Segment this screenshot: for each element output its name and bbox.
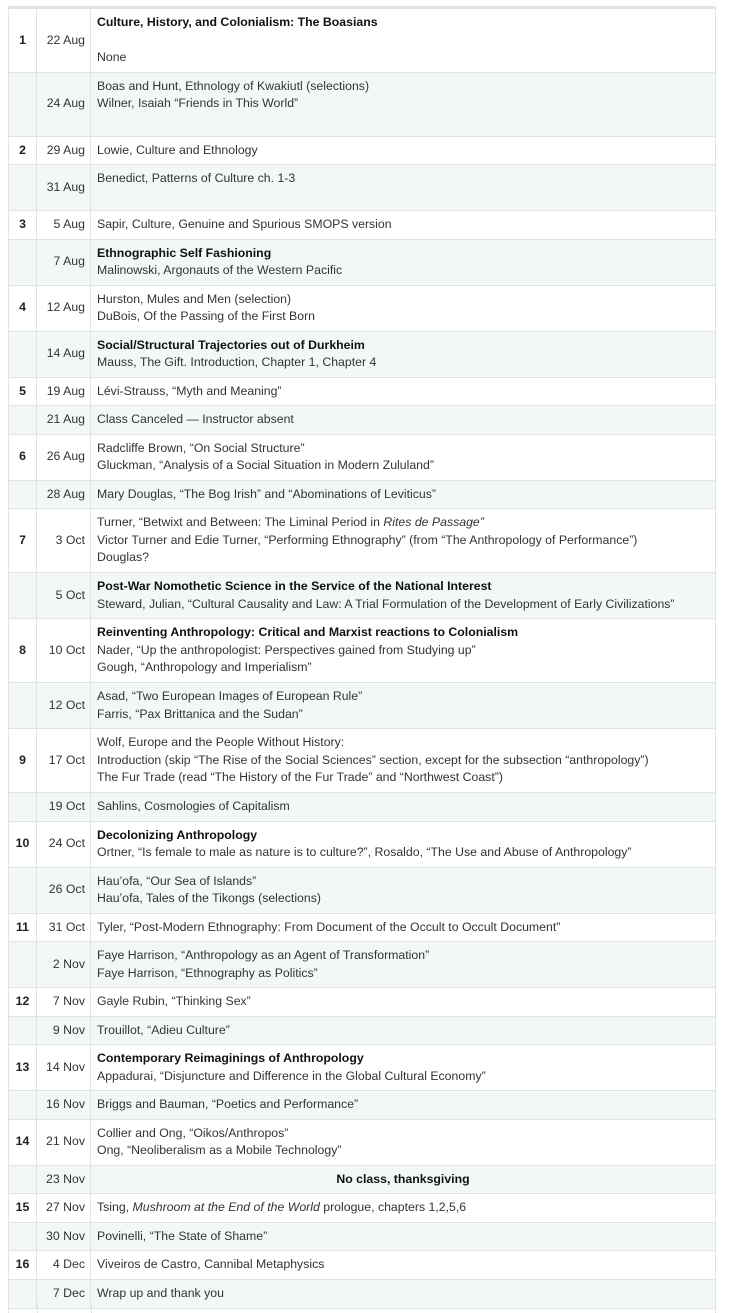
table-row [9, 1165, 716, 1194]
table-row [9, 377, 716, 406]
reading-line: Victor Turner and Edie Turner, “Performing Ethnography” (from “The Anthropology of Performance”) [97, 532, 638, 547]
reading-cell [91, 1091, 716, 1120]
schedule-table [8, 8, 716, 1309]
class-date: 2 Nov [37, 942, 91, 988]
reading-cell [91, 406, 716, 435]
week-number [9, 867, 37, 913]
week-number: 9 [9, 729, 37, 793]
reading-cell [91, 1194, 716, 1223]
reading-cell [91, 72, 716, 136]
reading-cell [91, 331, 716, 377]
reading-cell [91, 165, 716, 211]
table-row [9, 821, 716, 867]
class-date: 12 Oct [37, 683, 91, 729]
table-row [9, 72, 716, 136]
table-row [9, 1091, 716, 1120]
table-row [9, 988, 716, 1017]
reading-cell [91, 1222, 716, 1251]
table-row [9, 1194, 716, 1223]
table-row [9, 9, 716, 73]
reading-line: Malinowski, Argonauts of the Western Pacific [97, 263, 343, 277]
reading-line: Lévi-Strauss, “Myth and Meaning” [97, 383, 282, 398]
week-number: 8 [9, 619, 37, 683]
reading-line: Viveiros de Castro, Cannibal Metaphysics [97, 1257, 325, 1271]
week-number [9, 793, 37, 822]
class-date: 24 Aug [37, 72, 91, 136]
class-date: 26 Aug [37, 434, 91, 480]
reading-cell [91, 509, 716, 573]
class-date: 31 Aug [37, 165, 91, 211]
table-continuation [8, 1303, 716, 1313]
reading-cell [91, 211, 716, 240]
class-date: 22 Aug [37, 9, 91, 73]
week-number: 5 [9, 377, 37, 406]
reading-line: DuBois, Of the Passing of the First Born [97, 309, 316, 323]
week-number: 10 [9, 821, 37, 867]
reading-line: Douglas? [97, 550, 149, 565]
reading-line: Gayle Rubin, “Thinking Sex” [97, 994, 251, 1008]
reading-line: The Fur Trade (read “The History of the Fur Trade” and “Northwest Coast”) [97, 770, 503, 785]
week-number [9, 480, 37, 509]
reading-line: Gough, “Anthropology and Imperialism” [97, 660, 312, 675]
reading-line: Mary Douglas, “The Bog Irish” and “Abominations of Leviticus” [97, 486, 436, 501]
week-number [9, 1222, 37, 1251]
table-row [9, 480, 716, 509]
class-date: 29 Aug [37, 136, 91, 165]
week-number [9, 72, 37, 136]
week-number [9, 573, 37, 619]
table-row [9, 1119, 716, 1165]
reading-line: Turner, “Betwixt and Between: The Liminal Period in Rites de Passage” [97, 515, 484, 530]
week-number: 1 [9, 9, 37, 73]
reading-line: Wrap up and thank you [97, 1285, 224, 1300]
reading-line: Povinelli, “The State of Shame” [97, 1228, 268, 1243]
class-date: 30 Nov [37, 1222, 91, 1251]
week-number: 14 [9, 1119, 37, 1165]
reading-cell [91, 480, 716, 509]
class-date: 19 Oct [37, 793, 91, 822]
class-date: 24 Oct [37, 821, 91, 867]
table-row [9, 1016, 716, 1045]
table-row [9, 1045, 716, 1091]
topic-heading: Contemporary Reimaginings of Anthropology [97, 1051, 364, 1065]
topic-heading: Culture, History, and Colonialism: The Boasians [97, 15, 378, 29]
topic-heading: Post-War Nomothetic Science in the Service of the National Interest [97, 579, 492, 593]
week-number [9, 239, 37, 285]
reading-line: Appadurai, “Disjuncture and Difference in the Global Cultural Economy” [97, 1068, 486, 1083]
reading-cell [91, 377, 716, 406]
reading-line: Hurston, Mules and Men (selection) [97, 291, 292, 306]
reading-line [97, 32, 709, 50]
table-row [9, 942, 716, 988]
week-number: 2 [9, 136, 37, 165]
table-row [9, 136, 716, 165]
table-row [9, 211, 716, 240]
reading-line: Wolf, Europe and the People Without History: [97, 735, 345, 750]
reading-line [97, 113, 709, 131]
class-date: 9 Nov [37, 1016, 91, 1045]
reading-line: Ong, “Neoliberalism as a Mobile Technology” [97, 1143, 342, 1157]
reading-line: Steward, Julian, “Cultural Causality and Law: A Trial Formulation of the Development of Early Civilizations” [97, 596, 675, 611]
class-date: 10 Oct [37, 619, 91, 683]
table-row [9, 793, 716, 822]
reading-line: Collier and Ong, “Oikos/Anthropos” [97, 1125, 289, 1140]
reading-cell [91, 239, 716, 285]
week-number [9, 1091, 37, 1120]
class-date: 12 Aug [37, 285, 91, 331]
week-number: 15 [9, 1194, 37, 1223]
reading-cell [91, 1016, 716, 1045]
class-date: 31 Oct [37, 913, 91, 942]
reading-cell [91, 942, 716, 988]
reading-line: Class Canceled — Instructor absent [97, 412, 294, 426]
table-row [9, 434, 716, 480]
week-number: 16 [9, 1251, 37, 1280]
schedule-body [9, 9, 716, 1309]
class-date: 4 Dec [37, 1251, 91, 1280]
table-row [9, 913, 716, 942]
class-date: 7 Dec [37, 1279, 91, 1308]
topic-heading: Ethnographic Self Fashioning [97, 245, 272, 260]
reading-line: Introduction (skip “The Rise of the Social Sciences” section, except for the subsection “anthropology”) [97, 752, 649, 767]
week-number: 6 [9, 434, 37, 480]
table-row [9, 239, 716, 285]
reading-cell [91, 1045, 716, 1091]
reading-cell [91, 573, 716, 619]
class-date: 21 Aug [37, 406, 91, 435]
reading-cell [91, 1165, 716, 1194]
topic-heading: Reinventing Anthropology: Critical and Marxist reactions to Colonialism [97, 625, 519, 640]
class-date: 7 Nov [37, 988, 91, 1017]
reading-cell [91, 1119, 716, 1165]
table-row [9, 573, 716, 619]
week-number [9, 1016, 37, 1045]
reading-cell [91, 793, 716, 822]
class-date: 17 Oct [37, 729, 91, 793]
table-row [9, 619, 716, 683]
class-date: 26 Oct [37, 867, 91, 913]
reading-line: Ortner, “Is female to male as nature is to culture?”, Rosaldo, “The Use and Abuse of Anthropology” [97, 845, 632, 859]
week-number [9, 331, 37, 377]
reading-line: Nader, “Up the anthropologist: Perspectives gained from Studying up” [97, 642, 476, 657]
reading-line: Radcliffe Brown, “On Social Structure” [97, 440, 305, 455]
reading-cell [91, 729, 716, 793]
week-number [9, 942, 37, 988]
table-row [9, 1251, 716, 1280]
reading-cell [91, 619, 716, 683]
week-number: 11 [9, 913, 37, 942]
topic-heading: Decolonizing Anthropology [97, 827, 258, 842]
week-number [9, 165, 37, 211]
class-date: 3 Oct [37, 509, 91, 573]
reading-cell [91, 821, 716, 867]
week-number: 12 [9, 988, 37, 1017]
class-date: 28 Aug [37, 480, 91, 509]
week-number: 4 [9, 285, 37, 331]
reading-cell [91, 285, 716, 331]
reading-line: Benedict, Patterns of Culture ch. 1-3 [97, 171, 296, 185]
table-row [9, 509, 716, 573]
reading-line: Hau’ofa, Tales of the Tikongs (selections) [97, 891, 321, 905]
reading-line: Faye Harrison, “Anthropology as an Agent of Transformation” [97, 948, 430, 962]
reading-line [97, 188, 709, 206]
reading-line: Briggs and Bauman, “Poetics and Performance” [97, 1097, 359, 1111]
week-number [9, 406, 37, 435]
table-row [9, 867, 716, 913]
class-date: 14 Aug [37, 331, 91, 377]
table-row [9, 165, 716, 211]
reading-line: Gluckman, “Analysis of a Social Situation in Modern Zululand” [97, 458, 434, 472]
reading-cell [91, 9, 716, 73]
reading-cell [91, 683, 716, 729]
reading-line: Lowie, Culture and Ethnology [97, 142, 258, 157]
reading-line: Tyler, “Post-Modern Ethnography: From Document of the Occult to Occult Document” [97, 919, 561, 934]
table-row [9, 406, 716, 435]
reading-cell [91, 913, 716, 942]
topic-heading: Social/Structural Trajectories out of Durkheim [97, 337, 365, 352]
reading-line: Wilner, Isaiah “Friends in This World” [97, 96, 299, 111]
class-date: 5 Oct [37, 573, 91, 619]
class-date: 7 Aug [37, 239, 91, 285]
reading-cell [91, 988, 716, 1017]
class-date: 23 Nov [37, 1165, 91, 1194]
table-row [9, 331, 716, 377]
week-number [9, 1165, 37, 1194]
reading-cell [91, 867, 716, 913]
reading-cell [91, 434, 716, 480]
class-date: 16 Nov [37, 1091, 91, 1120]
table-row [9, 285, 716, 331]
reading-line: Mauss, The Gift. Introduction, Chapter 1, Chapter 4 [97, 355, 377, 369]
reading-line: None [97, 50, 127, 64]
reading-line: Boas and Hunt, Ethnology of Kwakiutl (selections) [97, 78, 370, 93]
class-date: 21 Nov [37, 1119, 91, 1165]
class-date: 27 Nov [37, 1194, 91, 1223]
reading-line: Trouillot, “Adieu Culture” [97, 1022, 230, 1037]
reading-cell [91, 136, 716, 165]
week-number: 7 [9, 509, 37, 573]
table-row [9, 1222, 716, 1251]
table-top-border [8, 0, 716, 8]
table-row [9, 729, 716, 793]
reading-line: Sahlins, Cosmologies of Capitalism [97, 799, 290, 813]
topic-heading: No class, thanksgiving [336, 1171, 470, 1186]
week-number: 3 [9, 211, 37, 240]
reading-line: Sapir, Culture, Genuine and Spurious SMOPS version [97, 217, 392, 231]
reading-line: Asad, “Two European Images of European Rule” [97, 689, 363, 703]
class-date: 19 Aug [37, 377, 91, 406]
class-date: 14 Nov [37, 1045, 91, 1091]
class-date: 5 Aug [37, 211, 91, 240]
reading-line: Tsing, Mushroom at the End of the World prologue, chapters 1,2,5,6 [97, 1200, 467, 1214]
reading-cell [91, 1251, 716, 1280]
table-row [9, 683, 716, 729]
reading-line: Farris, “Pax Brittanica and the Sudan” [97, 706, 303, 721]
week-number: 13 [9, 1045, 37, 1091]
week-number [9, 683, 37, 729]
reading-line: Faye Harrison, “Ethnography as Politics” [97, 965, 318, 980]
reading-line: Hau’ofa, “Our Sea of Islands” [97, 873, 257, 888]
